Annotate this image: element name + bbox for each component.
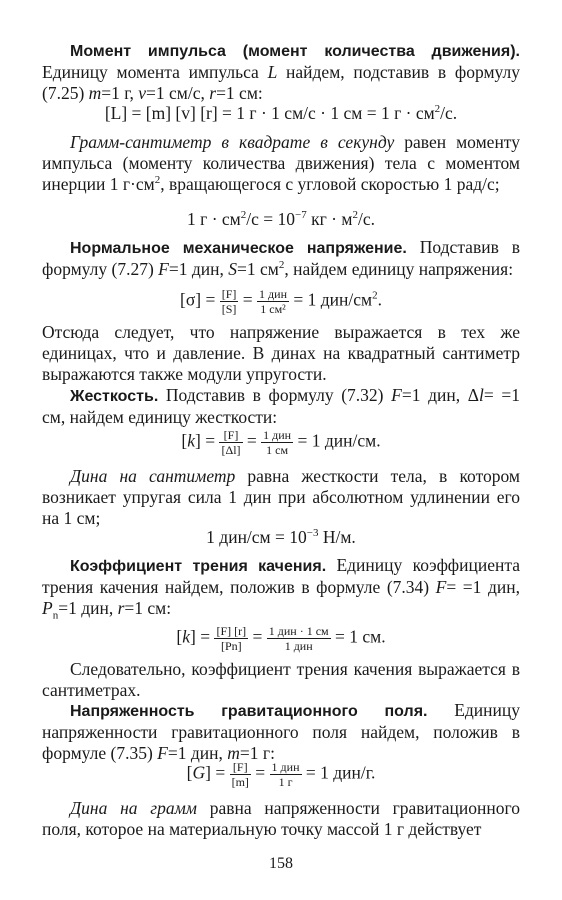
text-run: = 1 дин/см [289,289,373,310]
text-run: равна жесткости тела, в котором возникает упругая сила 1 дин при абсолютном удлинении его на 1 см; [42,466,520,528]
fraction-denominator: 1 г [278,775,293,789]
fraction [261,428,293,457]
formula-line [42,527,520,548]
text-run: = 1 дин/г. [301,762,376,783]
fraction-numerator: [F] [r] [216,624,247,638]
text-run: Подставив в формулу (7.32) [158,385,392,405]
text-run: = [238,289,258,310]
italic-term: r [209,83,217,103]
formula-line [42,428,520,457]
text-run: = 1 дин/см. [293,430,381,451]
italic-term: Дина на грамм [70,798,197,818]
text-run: =1 см/с, [146,83,210,103]
fraction-numerator: 1 дин [263,428,292,442]
text-run: −7 [295,209,307,222]
italic-term: F [158,259,169,279]
fraction [219,428,242,457]
italic-term: F [391,385,402,405]
text-run: [ [181,430,188,451]
text-run: . [377,289,382,310]
fraction [267,624,331,653]
text-run: n [52,609,59,622]
text-run: Следовательно, коэффициент трения качения выражается в сантиметрах. [42,659,520,700]
italic-term: Грамм-сантиметр в квадрате в секунду [70,132,395,152]
text-run: , вращающегося с угловой скоростью 1 рад/с; [160,174,500,194]
text-run: =1 дин, [58,598,118,618]
italic-term: F [435,577,447,597]
fraction-denominator: 1 дин [284,639,313,653]
italic-term: G [192,762,206,783]
italic-term: k [182,626,191,647]
fraction-denominator: [S] [221,302,237,316]
text-run: 1 г · см [187,209,241,229]
fraction-denominator: [Pn] [220,639,242,653]
text-run: =1 г: [239,743,275,763]
text-run: ] = [190,626,215,647]
text-run: =1 см [237,259,279,279]
fraction-numerator: 1 дин [271,760,300,774]
text-run: равна напряженности гравитационного поля, которое на материальную точку массой 1 г действует [42,798,520,839]
text-run: /с = 10 [246,209,296,229]
fraction-numerator: [F] [230,760,251,775]
fraction-denominator: [Δl] [221,443,241,457]
italic-term: m [88,83,102,103]
fraction-numerator: [F] [221,287,237,301]
fraction [257,287,289,316]
section-heading: Момент импульса (момент количества движения). [70,43,520,60]
formula-line [42,287,520,316]
paragraph [42,798,520,840]
text-run: = =1 см, найдем единицу жесткости: [42,385,520,427]
formula-line [42,624,520,653]
paragraph [42,659,520,701]
italic-term: P [42,598,53,618]
paragraph [42,237,520,280]
text-run: Отсюда следует, что напряжение выражается в тех же единицах, что и давление. В динах на квадратный сантиметр выражаются также модули упругости. [42,322,520,384]
text-run: Единицу напряженности гравитационного поля найдем, положив в формуле (7.35) [42,700,520,763]
text-run: 2 [352,209,358,222]
text-run: Единицу момента импульса [42,62,268,82]
italic-term: k [187,430,196,451]
text-run: =1 см: [216,83,263,103]
formula-line [42,760,520,789]
section-heading: Коэффициент трения качения. [70,558,327,575]
italic-term: F [157,743,168,763]
section-heading: Напряженность гравитационного поля. [70,703,428,720]
formula-line [42,209,520,230]
italic-term: l [478,385,484,405]
fraction-denominator: 1 см² [260,302,286,316]
text-run: = [242,430,262,451]
text-run: 2 [154,174,161,187]
text-run: кг · м [306,209,353,229]
fraction-denominator: [m] [231,775,249,789]
text-run: =1 дин, [167,743,228,763]
text-run: 2 [372,289,378,302]
italic-term: m [227,743,240,763]
fraction-numerator: [F] [219,428,242,443]
text-run: Н/м. [318,527,356,547]
text-run: , найдем единицу напряжения: [284,259,514,279]
text-run: ] = [205,762,230,783]
text-run: =1 дин, Δ [401,385,479,405]
italic-term: r [117,598,125,618]
page-number: 158 [269,855,293,872]
fraction [214,624,248,653]
text-run: равен моменту импульса (моменту количества движения) тела с моментом инерции 1 г·см [42,132,520,194]
text-run: = [250,762,270,783]
fraction [270,760,302,789]
section-heading: Жесткость. [70,388,159,405]
italic-term: Дина на сантиметр [70,466,236,486]
section-heading: Нормальное механическое напряжение. [70,240,407,257]
text-run: =1 дин, [168,259,229,279]
text-run: найдем, подставив в формулу (7.25) [42,62,520,103]
fraction-denominator: 1 см [266,443,289,457]
text-run: ] = [195,430,220,451]
text-run: 1 дин/см = 10 [206,527,307,547]
paragraph [42,700,520,764]
paragraph [42,385,520,428]
text-run: Единицу коэффициента трения качения найдем, положив в формуле (7.34) [42,555,520,597]
italic-term: S [228,259,237,279]
text-run: 2 [240,209,247,222]
fraction-numerator: 1 дин · 1 см [268,624,329,638]
paragraph [42,555,520,622]
paragraph [42,132,520,195]
text-run: =1 см: [124,598,172,618]
text-run: 2 [278,259,285,272]
text-run: = [248,626,267,647]
text-run: −3 [306,527,319,540]
text-run: 2 [434,103,441,116]
italic-term: L [267,62,278,82]
paragraph [42,322,520,385]
text-run: [ [176,626,183,647]
fraction [230,760,251,789]
text-run: /с. [440,103,458,123]
paragraph [42,40,520,104]
text-run: [ [186,762,193,783]
italic-term: v [138,83,147,103]
fraction [220,287,239,316]
text-run: =1 г, [101,83,139,103]
text-run: [L] = [m] [v] [r] = 1 г · 1 см/с · 1 см = 1 г · см [104,103,435,123]
text-run: = =1 дин, [446,577,520,597]
text-run: [σ] = [180,289,220,310]
formula-line [42,103,520,124]
fraction-numerator: 1 дин [259,287,287,301]
text-run: /с. [357,209,375,229]
paragraph [42,466,520,529]
text-run: = 1 см. [330,626,386,647]
text-run: Подставив в формулу (7.27) [42,237,520,279]
